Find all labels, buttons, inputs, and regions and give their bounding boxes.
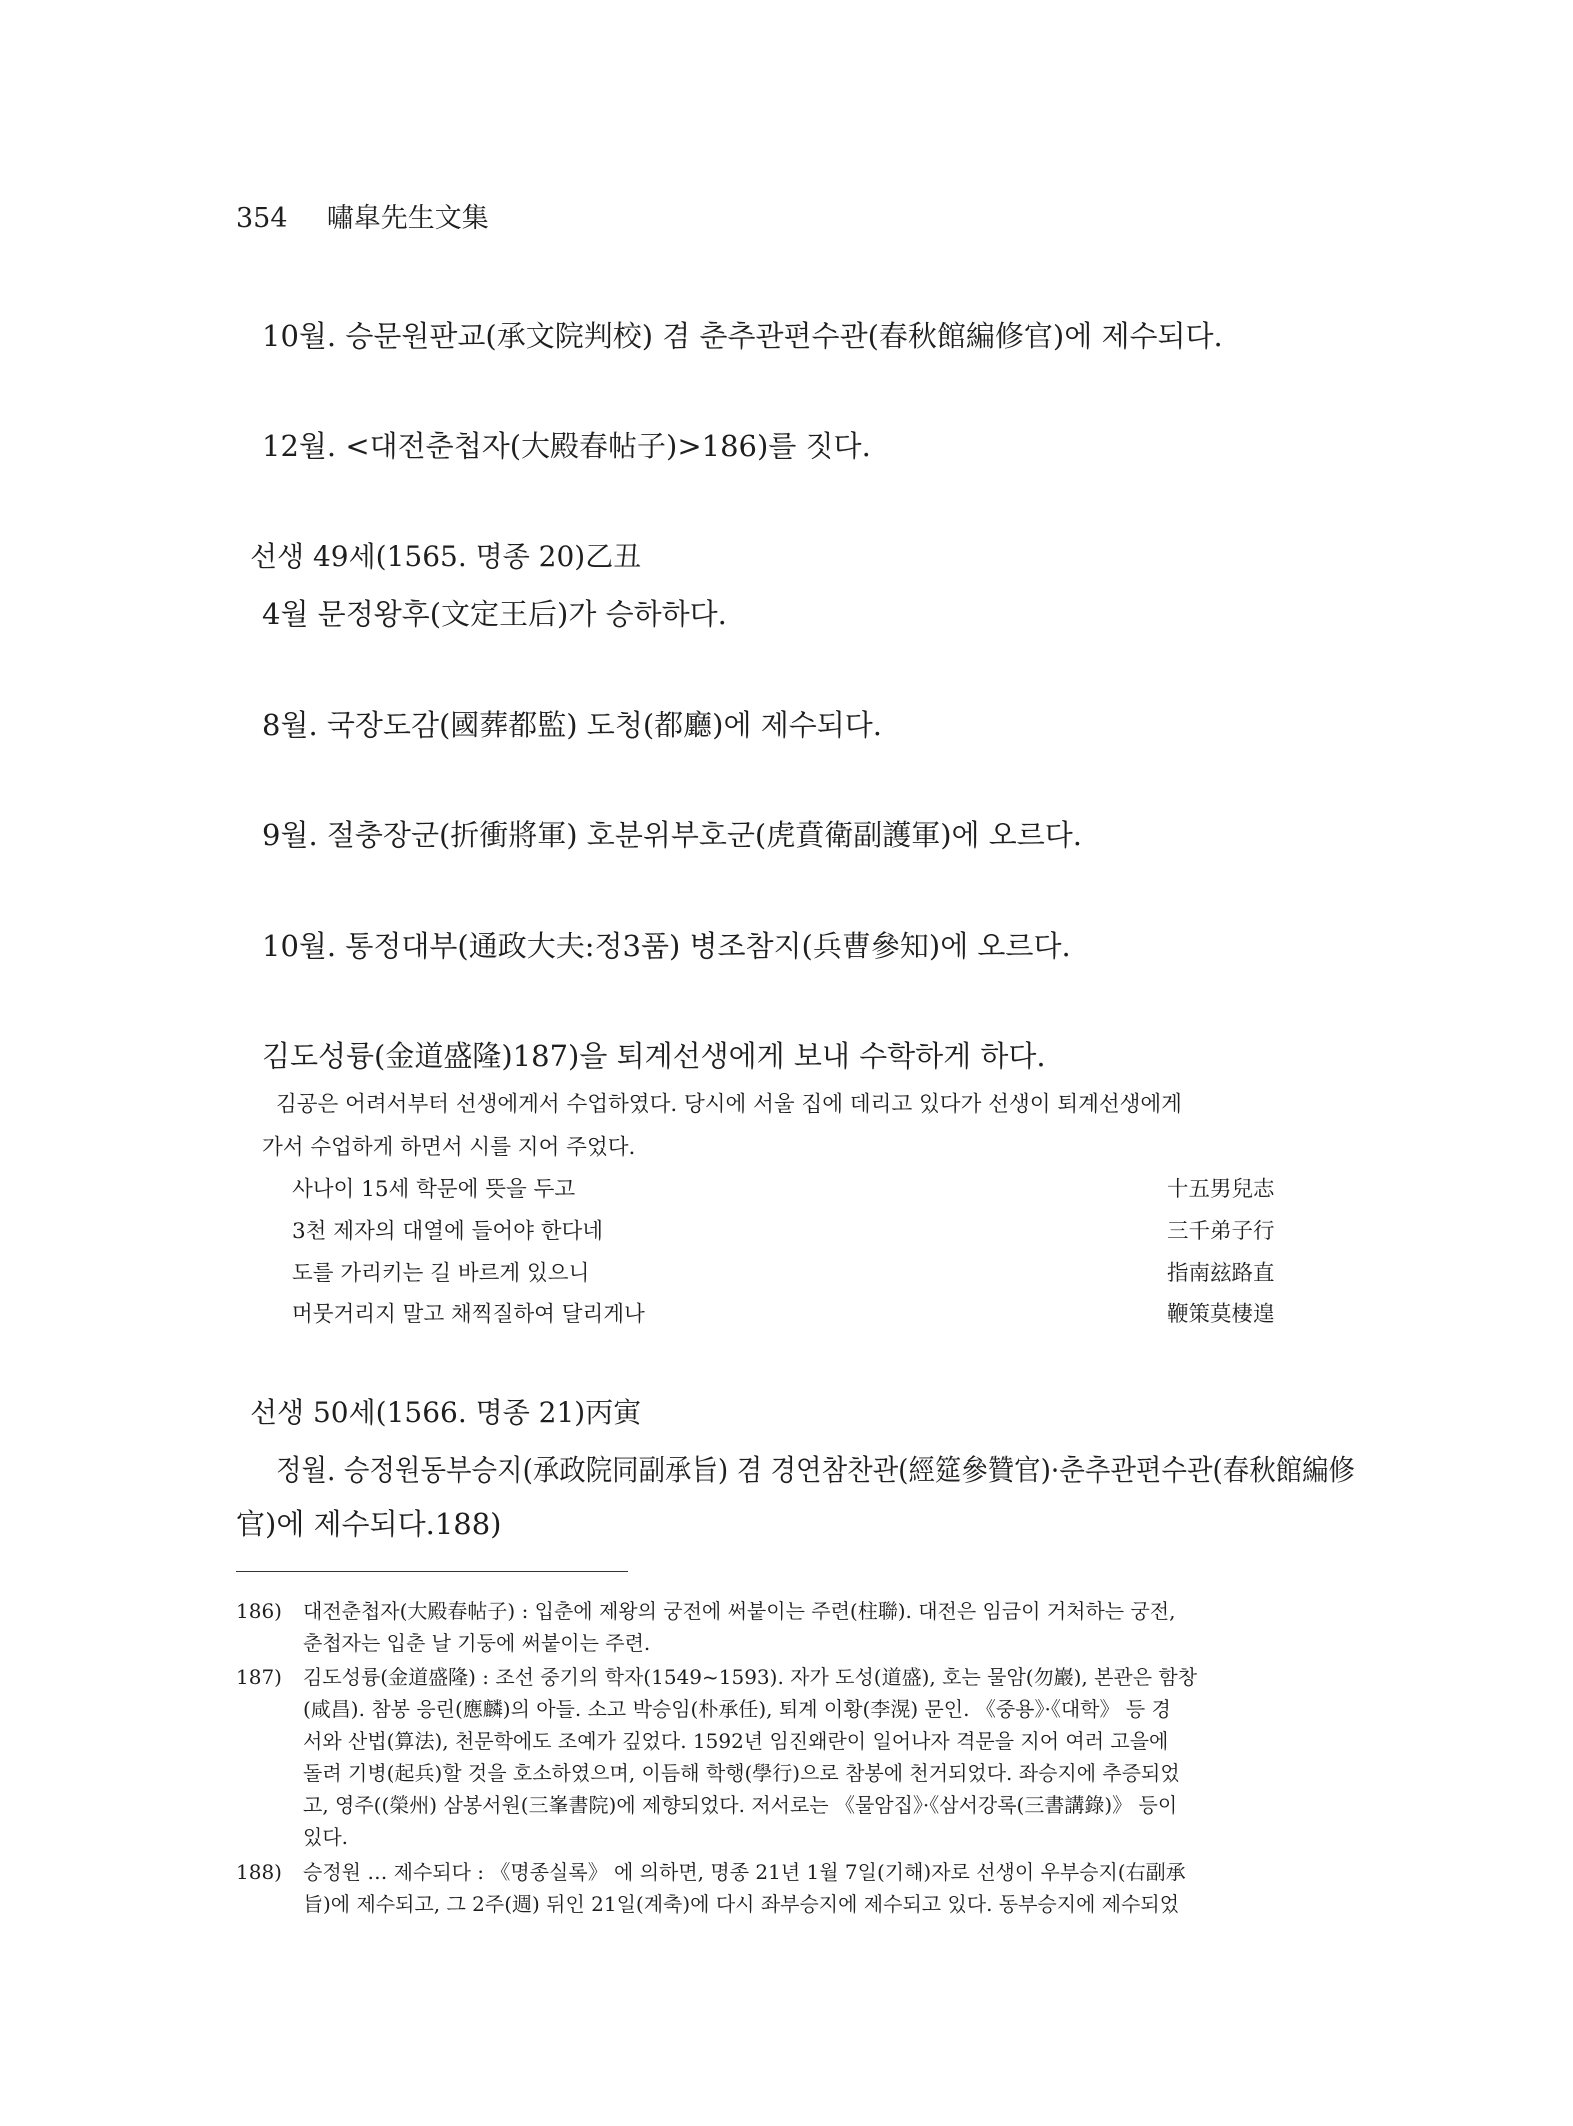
entry-sep-1565: 9월. 절충장군(折衝將軍) 호분위부호군(虎賁衛副護軍)에 오르다. [262,818,1083,852]
entry-oct-1564: 10월. 승문원판교(承文院判校) 겸 춘추관편수관(春秋館編修官)에 제수되다. [262,319,1223,353]
footnote-line: 있다. [303,1825,348,1849]
entry-oct-1565: 10월. 통정대부(通政大夫:정3품) 병조참지(兵曹參知)에 오르다. [262,929,1071,963]
poem-line-korean: 도를 가리키는 길 바르게 있으니 [292,1261,590,1286]
footnote-line: 김도성륭(金道盛隆) : 조선 중기의 학자(1549~1593). 자가 도성(道盛), 호는 물암(勿巖), 본관은 함창 [303,1665,1198,1689]
page-number: 354 [236,203,288,234]
entry-jan-1566-line-2: 官)에 제수되다.188) [236,1507,502,1541]
year-heading-49: 선생 49세(1565. 명종 20)乙丑 [250,540,642,573]
poem-line-korean: 머뭇거리지 말고 채찍질하여 달리게나 [292,1302,645,1327]
entry-apr-1565: 4월 문정왕후(文定王后)가 승하하다. [262,597,727,631]
footnote-number: 186) [236,1599,282,1623]
footnote-line: 춘첩자는 입춘 날 기둥에 써붙이는 주련. [303,1631,651,1655]
footnote-line: 서와 산법(算法), 천문학에도 조예가 깊었다. 1592년 임진왜란이 일어나자 격문을 지어 여러 고을에 [303,1729,1169,1753]
footnote-line: (咸昌). 참봉 응린(應麟)의 아들. 소고 박승임(朴承任), 퇴계 이황(李滉) 문인. 《중용》·《대학》 등 경 [303,1697,1171,1721]
entry-dec-1564: 12월. <대전춘첩자(大殿春帖子)>186)를 짓다. [262,429,871,463]
year-heading-50: 선생 50세(1566. 명종 21)丙寅 [250,1396,642,1429]
footnote-line: 돌려 기병(起兵)할 것을 호소하였으며, 이듬해 학행(學行)으로 참봉에 천거되었다. 좌승지에 추증되었 [303,1761,1180,1785]
footnote-separator [236,1571,628,1572]
poem-line-hanja: 三千弟子行 [1167,1219,1275,1244]
entry-aug-1565: 8월. 국장도감(國葬都監) 도청(都廳)에 제수되다. [262,708,882,742]
book-title: 嘯皐先生文集 [326,203,489,234]
footnote-line: 고, 영주((榮州) 삼봉서원(三峯書院)에 제향되었다. 저서로는 《물암집》·《삼서강록(三書講錄)》 등이 [303,1793,1178,1817]
running-header [236,196,489,235]
body-paragraph-line-1: 김공은 어려서부터 선생에게서 수업하였다. 당시에 서울 집에 데리고 있다가 선생이 퇴계선생에게 [276,1092,1182,1117]
poem-line-korean: 3천 제자의 대열에 들어야 한다네 [292,1219,604,1244]
poem-line-hanja: 鞭策莫棲遑 [1167,1302,1275,1327]
poem-line-hanja: 十五男兒志 [1167,1177,1275,1202]
entry-jan-1566-line-1: 정월. 승정원동부승지(承政院同副承旨) 겸 경연참찬관(經筵參贊官)·춘추관편수관(春秋館編修 [276,1453,1355,1487]
footnote-number: 187) [236,1665,282,1689]
entry-kim-doseong: 김도성륭(金道盛隆)187)을 퇴계선생에게 보내 수학하게 하다. [262,1039,1046,1073]
footnote-number: 188) [236,1860,282,1884]
body-paragraph-line-2: 가서 수업하게 하면서 시를 지어 주었다. [262,1135,636,1160]
poem-line-hanja: 指南玆路直 [1167,1261,1275,1286]
footnote-line: 대전춘첩자(大殿春帖子) : 입춘에 제왕의 궁전에 써붙이는 주련(柱聯). 대전은 임금이 거처하는 궁전, [303,1599,1176,1623]
footnote-line: 旨)에 제수되고, 그 2주(週) 뒤인 21일(계축)에 다시 좌부승지에 제수되고 있다. 동부승지에 제수되었 [303,1892,1180,1916]
footnote-line: 승정원 … 제수되다 : 《명종실록》 에 의하면, 명종 21년 1월 7일(기해)자로 선생이 우부승지(右副承 [303,1860,1186,1884]
poem-line-korean: 사나이 15세 학문에 뜻을 두고 [292,1177,576,1202]
